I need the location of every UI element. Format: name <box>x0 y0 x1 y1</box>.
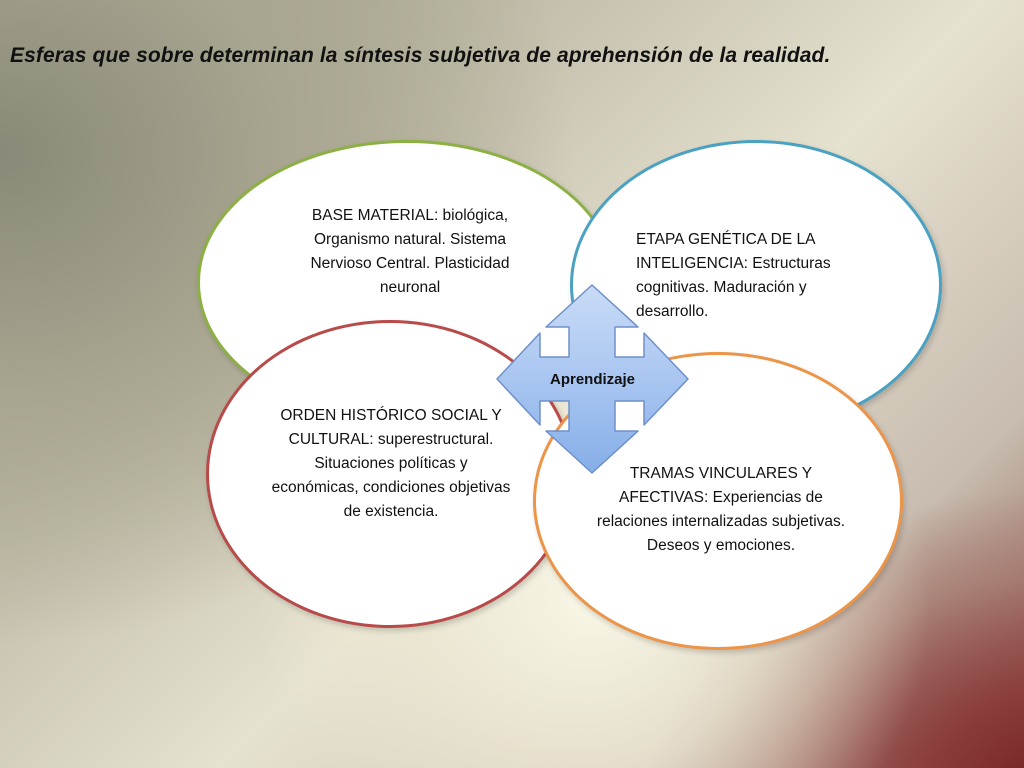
aprendizaje-hub <box>495 283 690 475</box>
sphere-base-material-text: BASE MATERIAL: biológica, Organismo natural. Sistema Nervioso Central. Plasticidad neuronal <box>310 207 510 296</box>
sphere-etapa-genetica-text: ETAPA GENÉTICA DE LA INTELIGENCIA: Estructuras cognitivas. Maduración y desarrollo. <box>636 231 831 320</box>
aprendizaje-label: Aprendizaje <box>549 371 636 388</box>
slide-title: Esferas que sobre determinan la síntesis subjetiva de aprehensión de la realidad. <box>10 44 831 67</box>
sphere-tramas-vinculares-text: TRAMAS VINCULARES Y AFECTIVAS: Experiencias de relaciones internalizadas subjetivas. Deseos y emociones. <box>596 465 846 554</box>
sphere-orden-historico-text: ORDEN HISTÓRICO SOCIAL Y CULTURAL: superestructural. Situaciones políticas y económicas, condiciones objetivas de existencia. <box>271 407 511 520</box>
